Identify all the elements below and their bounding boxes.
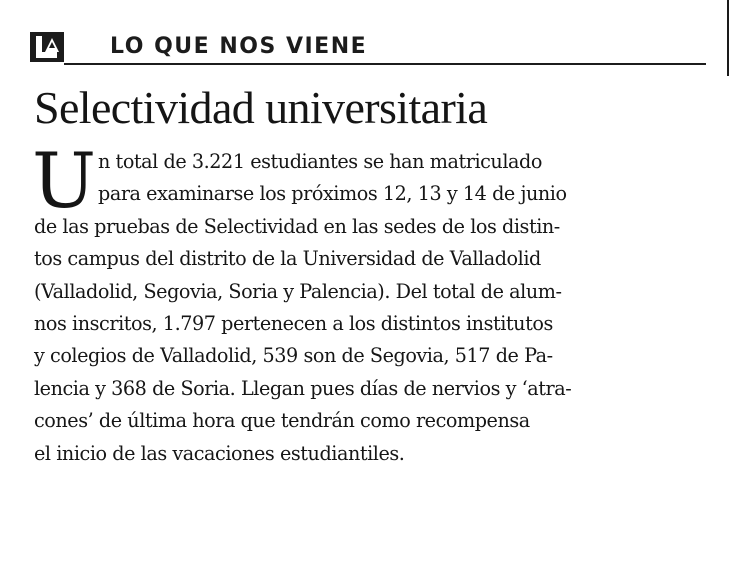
header-rule — [64, 63, 706, 65]
headline: Selectividad universitaria — [34, 82, 488, 133]
body-line: tos campus del distrito de la Universidad de Valladolid — [34, 247, 541, 271]
body-line: cones’ de última hora que tendrán como recompensa — [34, 409, 530, 433]
body-line: para examinarse los próximos 12, 13 y 14 de junio — [98, 182, 567, 206]
body-line: nos inscritos, 1.797 pertenecen a los distintos institutos — [34, 312, 553, 336]
la-logo-icon — [30, 32, 64, 62]
body-line: de las pruebas de Selectividad en las sedes de los distin- — [34, 214, 560, 238]
body-line: lencia y 368 de Soria. Llegan pues días de nervios y ‘atra- — [34, 376, 572, 400]
body-line: (Valladolid, Segovia, Soria y Palencia). Del total de alum- — [34, 279, 562, 303]
drop-cap: U — [32, 136, 97, 225]
section-label: LO QUE NOS VIENE — [110, 34, 368, 59]
section-header — [30, 30, 706, 64]
body-line: y colegios de Valladolid, 539 son de Segovia, 517 de Pa- — [34, 344, 553, 368]
body-line: el inicio de las vacaciones estudiantiles. — [34, 441, 405, 465]
body-line: n total de 3.221 estudiantes se han matriculado — [98, 150, 542, 173]
article-body — [32, 136, 694, 470]
